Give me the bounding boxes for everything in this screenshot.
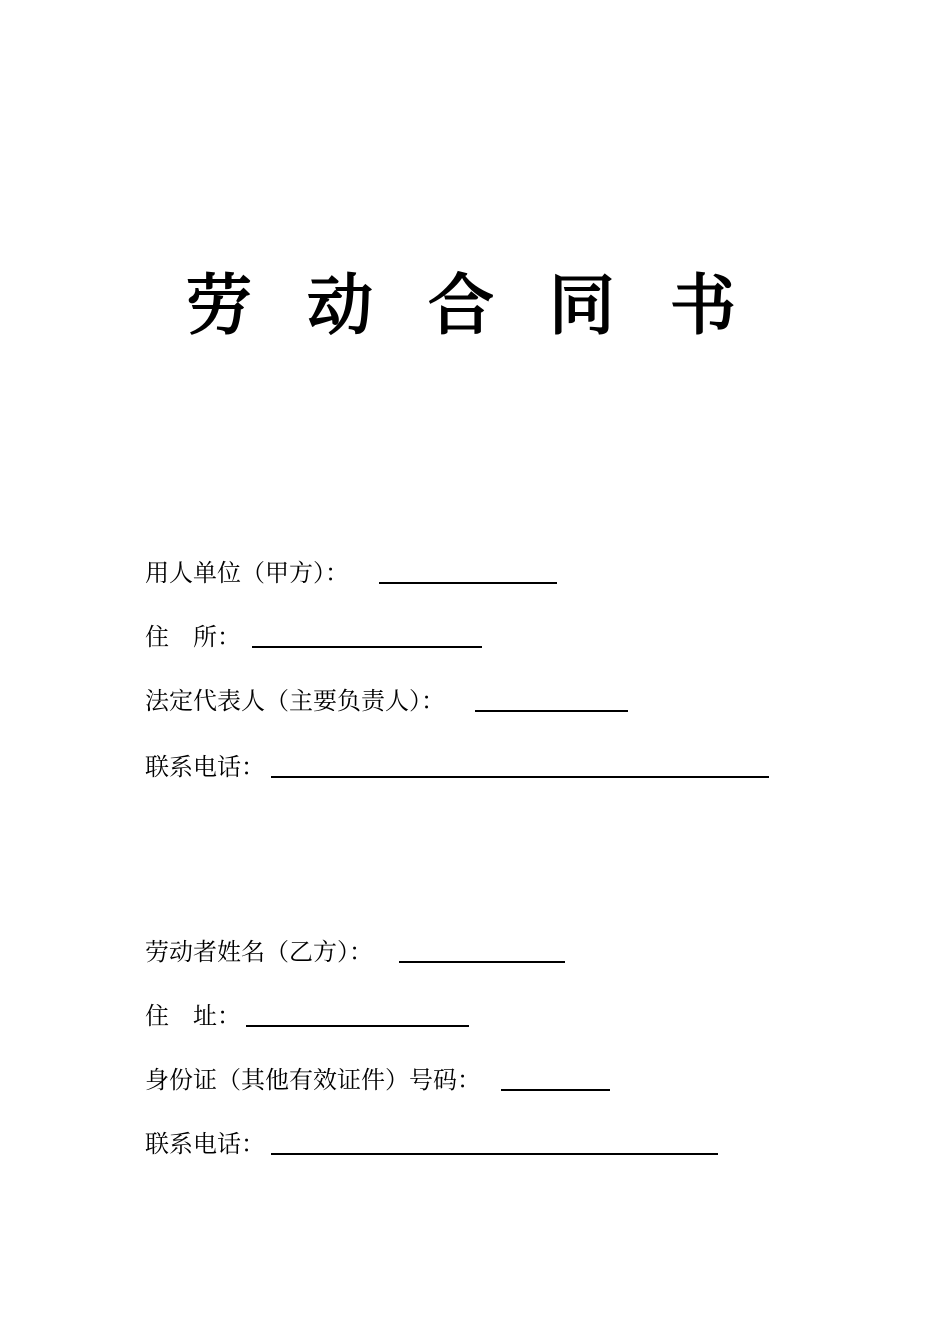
employee-address-blank[interactable]: [246, 1001, 469, 1027]
employee-phone-field: [145, 1129, 718, 1159]
employer-address-label: 住 所：: [145, 623, 241, 651]
employee-phone-blank[interactable]: [271, 1129, 718, 1155]
employer-address-field: [145, 622, 482, 652]
employer-blank[interactable]: [379, 558, 557, 584]
employer-phone-blank[interactable]: [271, 752, 769, 778]
employer-address-blank[interactable]: [252, 622, 482, 648]
employer-field: [145, 558, 557, 588]
legal-rep-field: [145, 686, 628, 716]
employee-name-field: [145, 937, 565, 967]
employee-id-blank[interactable]: [501, 1065, 610, 1091]
employee-id-label: 身份证（其他有效证件）号码：: [145, 1066, 481, 1094]
employer-label: 用人单位（甲方）：: [145, 559, 349, 587]
employer-phone-label: 联系电话：: [145, 753, 265, 781]
legal-rep-label: 法定代表人（主要负责人）：: [145, 687, 445, 715]
employee-address-label: 住 址：: [145, 1002, 241, 1030]
employee-phone-label: 联系电话：: [145, 1130, 265, 1158]
employee-name-label: 劳动者姓名（乙方）：: [145, 938, 373, 966]
legal-rep-blank[interactable]: [475, 686, 628, 712]
employer-phone-field: [145, 752, 769, 782]
employee-address-field: [145, 1001, 469, 1031]
employee-id-field: [145, 1065, 610, 1095]
employee-name-blank[interactable]: [399, 937, 565, 963]
document-title: 劳 动 合 同 书: [186, 267, 752, 344]
